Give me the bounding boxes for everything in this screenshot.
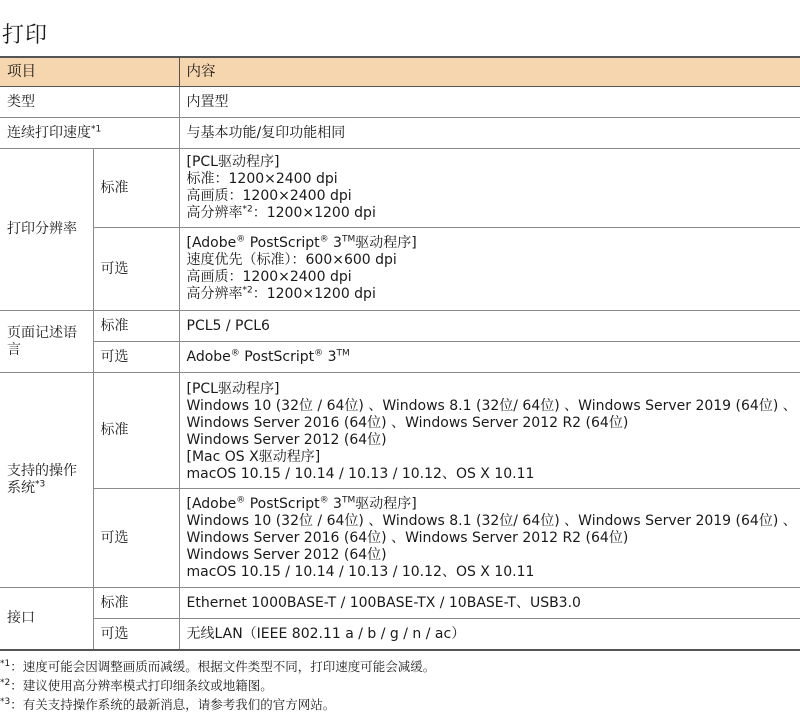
driver-text: 驱动程序] [355,235,417,251]
text-line: macOS 10.15 / 10.14 / 10.13 / 10.12、OS X 10.11 [186,563,535,580]
footnote-mark: *2 [242,285,253,296]
footnote-mark: *1 [91,123,102,134]
text-line: 高画质：1200×2400 dpi [186,188,352,204]
pdl-label-text: 页面记述语言 [7,324,77,358]
text-line: Windows 10 (32位 / 64位) 、Windows 8.1 (32位/ 64位) 、Windows Server 2019 (64位) 、 [186,512,797,529]
version-text: 3 [328,495,342,512]
footnote-mark: *3 [0,696,11,707]
adobe-text: Adobe [186,348,231,365]
table-row [0,588,800,619]
registered-mark: ® [230,347,240,358]
print-spec-table [0,56,800,651]
text-line: [PCL驱动程序] [186,381,280,397]
trademark-mark: TM [336,347,350,358]
postscript-text: PostScript [245,495,320,512]
postscript-text: PostScript [239,348,315,365]
footnote [0,676,435,695]
hires-label: 高分辨率 [186,286,243,302]
sub-label-standard: 标准 [93,149,179,228]
interface-standard-value: Ethernet 1000BASE-T / 100BASE-TX / 10BASE-T、USB3.0 [179,588,800,619]
footnote-text: ：建议使用高分辨率模式打印细条纹或地籍图。 [10,678,273,693]
pdl-standard-value: PCL5 / PCL6 [179,311,800,342]
resolution-label-text: 打印分辨率 [7,221,77,237]
version-text: 3 [323,348,337,365]
row-label-resolution [0,149,93,311]
page-title: 打印 [2,23,49,48]
sub-label-standard: 标准 [93,588,179,619]
footnote-text: ：速度可能会因调整画质而减缓。根据文件类型不同，打印速度可能会减缓。 [10,659,436,674]
sub-label-optional: 可选 [93,619,179,651]
table-row [0,118,800,149]
os-optional-value [179,489,800,588]
row-label-type: 类型 [0,87,179,118]
text-line: Windows Server 2016 (64位) 、Windows Server 2012 R2 (64位) [186,415,629,431]
text-line: macOS 10.15 / 10.14 / 10.13 / 10.12、OS X 10.11 [186,466,535,482]
text-line: 标准：1200×2400 dpi [186,171,338,187]
footnote-mark: *2 [0,677,11,688]
sub-label-optional: 可选 [93,489,179,588]
os-standard-value [179,373,800,489]
table-row [0,342,800,373]
text-line [187,496,794,513]
sub-label-optional: 可选 [93,228,179,311]
table-row [0,311,800,342]
text-line: Windows Server 2016 (64位) 、Windows Server 2012 R2 (64位) [186,529,629,546]
registered-mark: ® [236,234,246,245]
row-value-speed: 与基本功能/复印功能相同 [179,118,800,149]
footnote-mark: *3 [35,479,46,490]
row-label-pdl [0,311,93,373]
footnotes [0,657,435,714]
text-line: [Mac OS X驱动程序] [186,449,321,465]
version-text: 3 [328,235,342,251]
adobe-text: [Adobe [186,495,237,512]
text-line: Windows 10 (32位 / 64位) 、Windows 8.1 (32位/ 64位) 、Windows Server 2019 (64位) 、 [186,398,797,414]
resolution-standard-value [179,149,800,228]
text-line: Windows Server 2012 (64位) [186,432,387,448]
registered-mark: ® [314,347,324,358]
pdl-optional-value [179,342,800,373]
text-line [187,205,794,222]
text-line [187,286,794,303]
speed-label-text: 连续打印速度 [7,124,91,141]
hires-value: ：1200×1200 dpi [252,205,376,221]
table-row [0,149,800,228]
registered-mark: ® [319,494,329,505]
sub-label-standard: 标准 [93,311,179,342]
footnote-text: ：有关支持操作系统的最新消息，请参考我们的官方网站。 [10,697,336,712]
row-label-interface: 接口 [0,588,93,651]
registered-mark: ® [319,234,329,245]
footnote-mark: *2 [242,204,253,215]
text-line: Windows Server 2012 (64位) [186,546,387,563]
sub-label-standard: 标准 [93,373,179,489]
footnote [0,695,435,714]
footnote-mark: *1 [0,658,11,669]
table-row [0,489,800,588]
footnote [0,657,435,676]
registered-mark: ® [236,494,246,505]
interface-optional-value: 无线LAN（IEEE 802.11 a / b / g / n / ac） [179,619,800,651]
text-line [187,235,794,252]
table-header [0,57,800,87]
table-row [0,87,800,118]
row-value-type: 内置型 [179,87,800,118]
trademark-mark: TM [341,494,356,505]
hires-value: ：1200×1200 dpi [252,286,376,302]
postscript-text: PostScript [245,235,320,251]
text-line: [PCL驱动程序] [186,154,280,170]
driver-text: 驱动程序] [355,495,417,512]
table-row [0,373,800,489]
adobe-text: [Adobe [186,235,237,251]
text-line: 速度优先（标准）：600×600 dpi [186,252,397,268]
header-item: 项目 [0,57,179,87]
table-row [0,228,800,311]
text-line: 高画质：1200×2400 dpi [186,269,352,285]
trademark-mark: TM [341,234,356,245]
os-label: 支持的操作系统 [7,463,77,496]
row-label-os [0,373,93,588]
row-label-speed [0,118,179,149]
sub-label-optional: 可选 [93,342,179,373]
resolution-optional-value [179,228,800,311]
header-content: 内容 [179,57,800,87]
os-label-text [7,463,81,497]
hires-label: 高分辨率 [186,205,243,221]
table-row [0,619,800,651]
